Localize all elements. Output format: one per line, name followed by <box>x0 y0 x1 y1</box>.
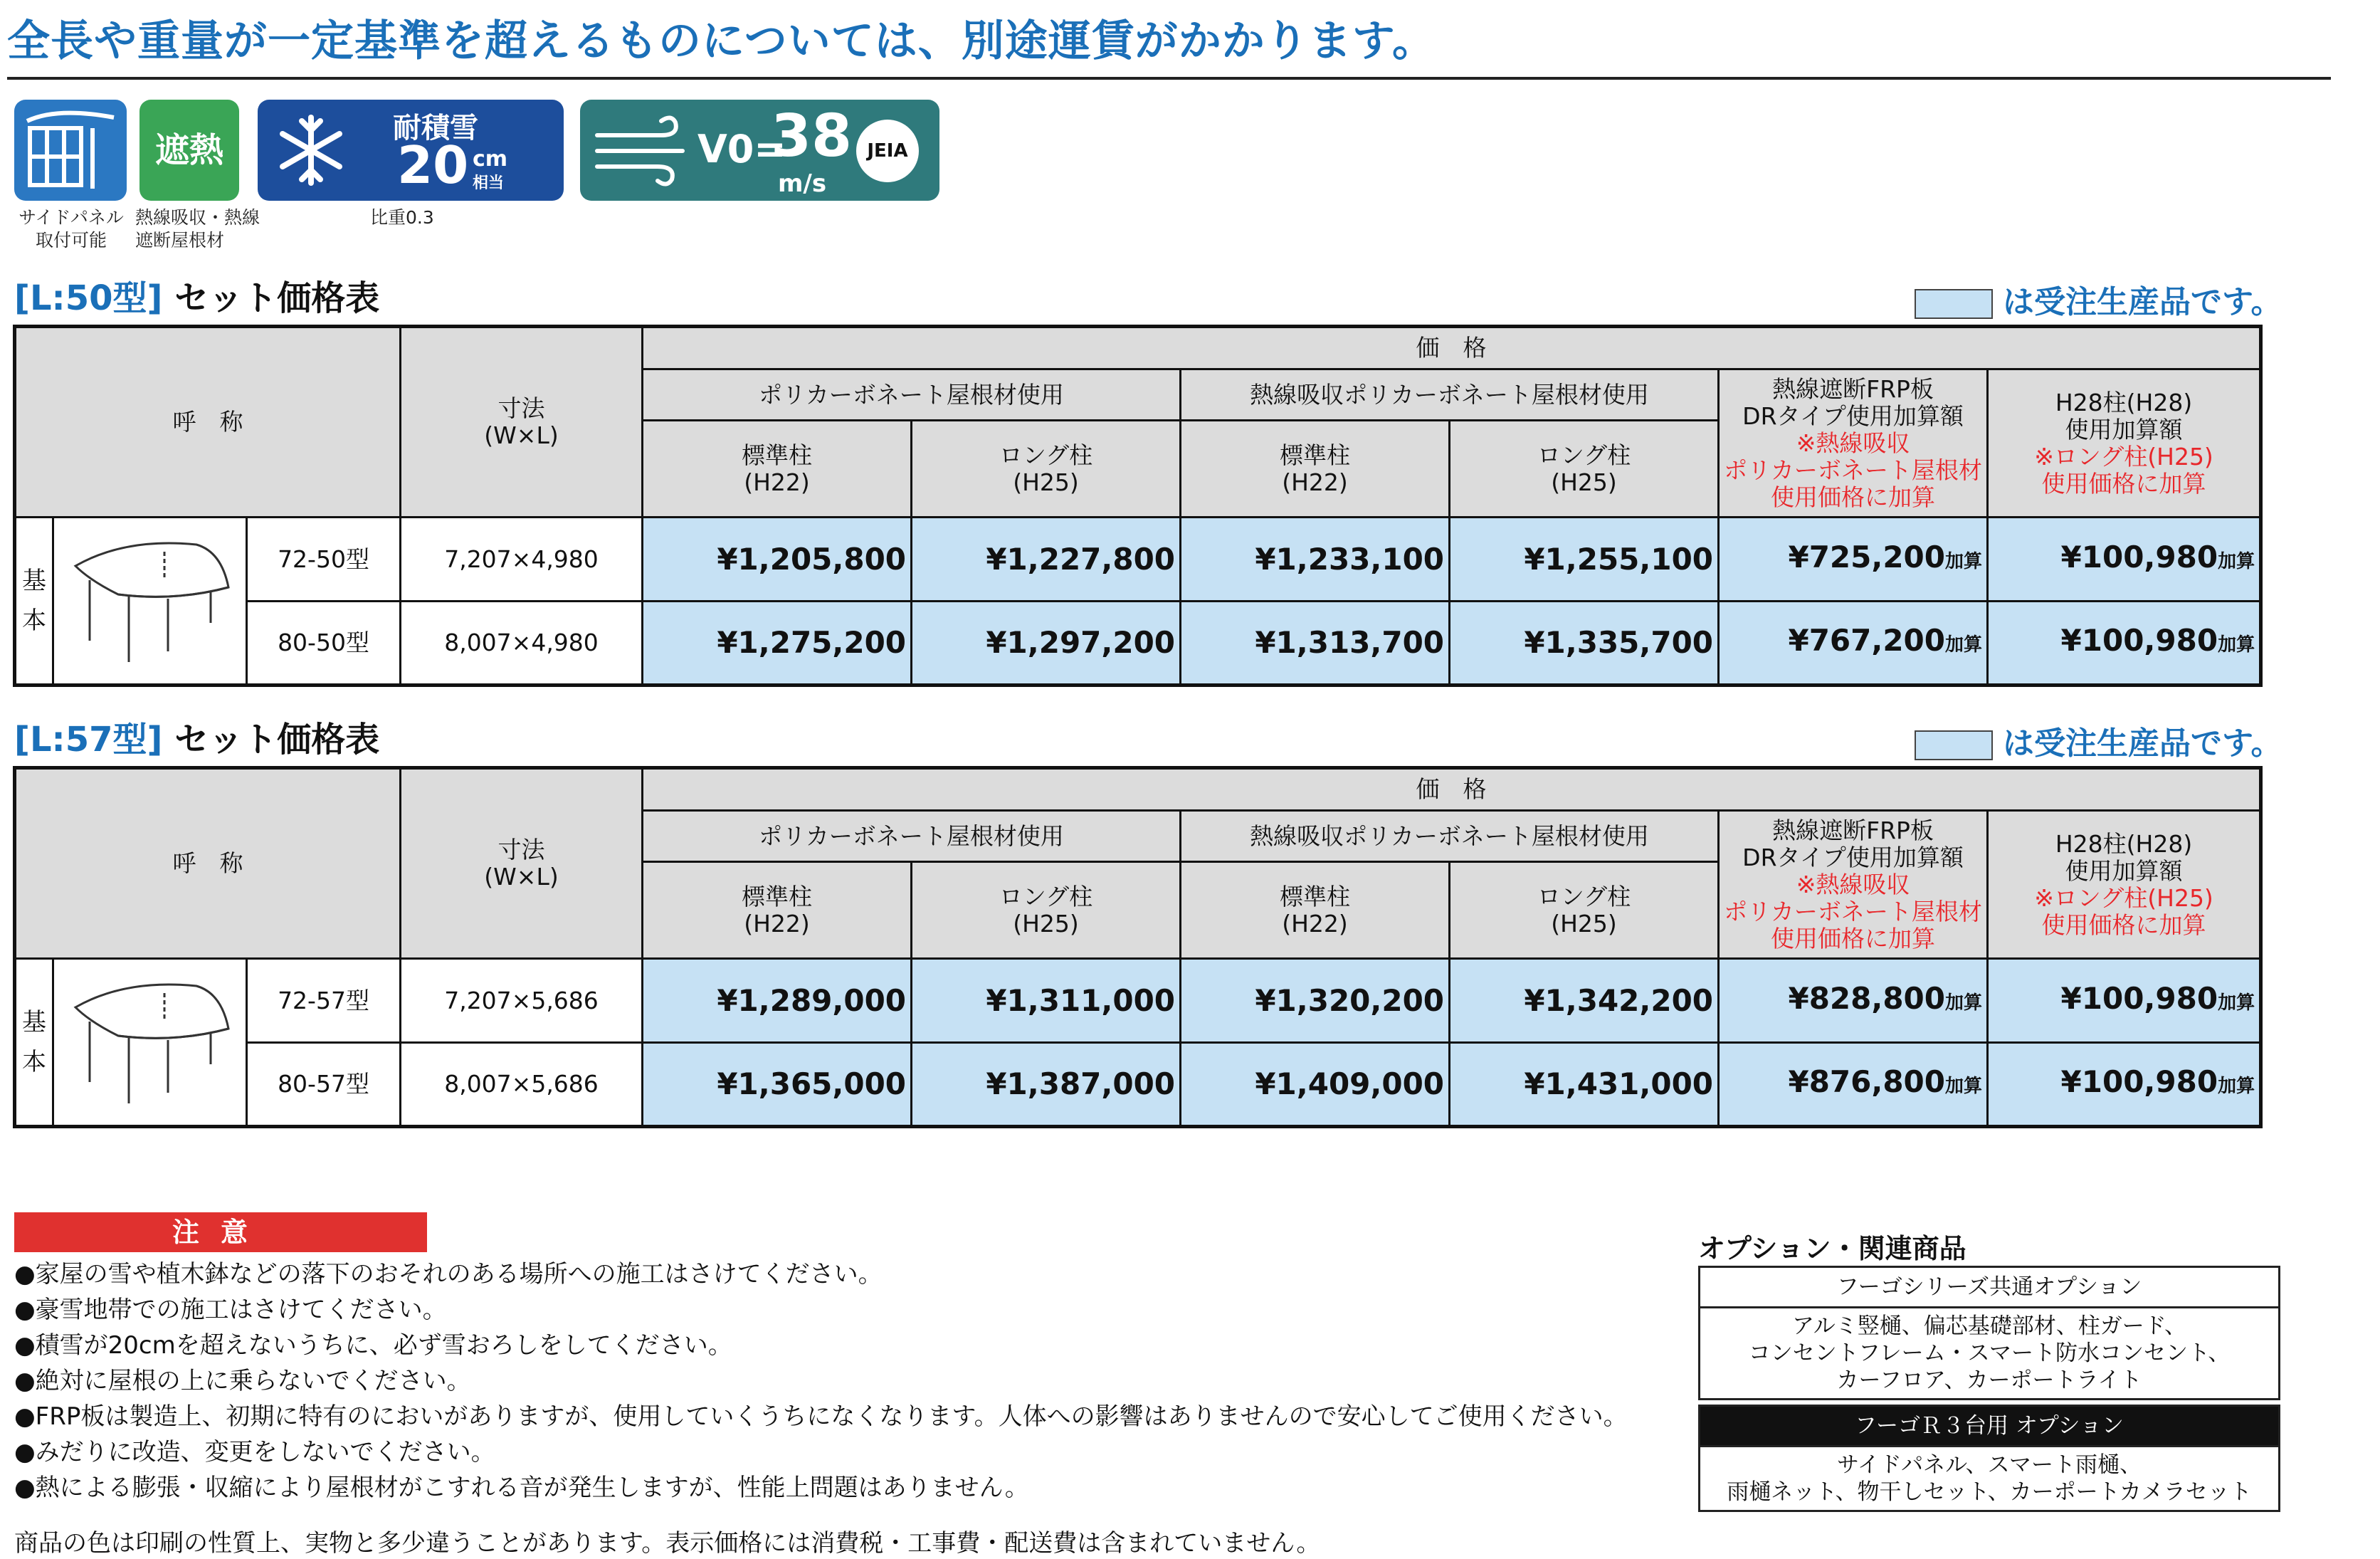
table-1-title <box>14 271 379 320</box>
frp-add-cell: ¥767,200加算 <box>1719 602 1988 686</box>
list-item: ●積雪が20cmを超えないうちに、必ず雪おろしをしてください。 <box>14 1331 732 1360</box>
headline-divider <box>7 77 2331 80</box>
col-frp-header: 熱線遮断FRP板 DRタイプ使用加算額 ※熱線吸収 ポリカーボネート屋根材 使用価格に加算 <box>1719 811 1988 959</box>
model-cell: 80-57型 <box>247 1043 401 1127</box>
price-cell: ¥1,275,200 <box>643 602 912 686</box>
col-price-header: 価 格 <box>643 768 2261 811</box>
caution-list <box>14 1256 1628 1506</box>
table-row <box>15 959 2261 1043</box>
col-h28-header: H28柱(H28) 使用加算額 ※ロング柱(H25) 使用価格に加算 <box>1988 811 2261 959</box>
price-cell: ¥1,387,000 <box>912 1043 1181 1127</box>
table-2-title <box>14 712 379 761</box>
col-frp-header: 熱線遮断FRP板 DRタイプ使用加算額 ※熱線吸収 ポリカーボネート屋根材 使用価格に加算 <box>1719 369 1988 518</box>
col-heat-pc-header: 熱線吸収ポリカーボネート屋根材使用 <box>1181 811 1719 862</box>
wind-icon <box>590 100 697 201</box>
carport-illustration <box>53 518 247 686</box>
model-cell: 80-50型 <box>247 602 401 686</box>
model-cell: 72-50型 <box>247 518 401 602</box>
h28-add-cell: ¥100,980加算 <box>1988 602 2261 686</box>
size-cell: 7,207×4,980 <box>401 518 643 602</box>
price-table-2 <box>13 766 2263 1128</box>
footer-note: 商品の色は印刷の性質上、実物と多少違うことがあります。表示価格には消費税・工事費・配送費は含まれていません。 <box>14 1529 1321 1558</box>
jeia-badge: JEIA <box>856 120 919 182</box>
model-cell: 72-57型 <box>247 959 401 1043</box>
caution-title: 注意 <box>14 1212 427 1252</box>
heat-block-caption <box>135 206 260 252</box>
table-2-title-text: セット価格表 <box>174 720 380 760</box>
frp-add-cell: ¥725,200加算 <box>1719 518 1988 602</box>
heat-block-caption-1: 熱線吸収・熱線 <box>135 207 260 228</box>
table-1-legend <box>1915 276 2282 322</box>
common-options-head: フーゴシリーズ共通オプション <box>1700 1268 2278 1308</box>
price-cell: ¥1,409,000 <box>1181 1043 1450 1127</box>
price-cell: ¥1,297,200 <box>912 602 1181 686</box>
table-row <box>15 518 2261 602</box>
table-2-code: [L:57型] <box>14 720 163 760</box>
col-heat-std-header: 標準柱 (H22) <box>1181 862 1450 959</box>
side-panel-caption-2: 取付可能 <box>35 230 107 251</box>
h28-add-cell: ¥100,980加算 <box>1988 959 2261 1043</box>
col-pc-header: ポリカーボネート屋根材使用 <box>643 811 1181 862</box>
price-cell: ¥1,289,000 <box>643 959 912 1043</box>
wind-label: V0= <box>697 127 786 172</box>
list-item: ●みだりに改造、変更をしないでください。 <box>14 1438 495 1466</box>
legend-text: は受注生産品です。 <box>2003 284 2282 320</box>
list-item: ●家屋の雪や植木鉢などの落下のおそれのある場所への施工はさけてください。 <box>14 1260 883 1288</box>
table-row <box>15 1043 2261 1127</box>
price-cell: ¥1,320,200 <box>1181 959 1450 1043</box>
side-panel-caption <box>10 206 132 252</box>
col-pc-long-header: ロング柱 (H25) <box>912 862 1181 959</box>
price-cell: ¥1,233,100 <box>1181 518 1450 602</box>
price-cell: ¥1,335,700 <box>1450 602 1719 686</box>
side-panel-caption-1: サイドパネル <box>19 207 124 228</box>
h28-add-cell: ¥100,980加算 <box>1988 518 2261 602</box>
legend-swatch <box>1915 730 1993 760</box>
price-cell: ¥1,365,000 <box>643 1043 912 1127</box>
page-headline: 全長や重量が一定基準を超えるものについては、別途運賃がかかります。 <box>7 16 1436 66</box>
r3-options-box <box>1698 1405 2280 1512</box>
table-row <box>15 602 2261 686</box>
list-item: ●熱による膨張・収縮により屋根材がこすれる音が発生しますが、性能上問題はありません。 <box>14 1474 1029 1502</box>
snow-load-value: 20 <box>397 135 469 195</box>
wind-resistance-badge <box>580 100 939 201</box>
table-1-code: [L:50型] <box>14 278 163 318</box>
price-cell: ¥1,342,200 <box>1450 959 1719 1043</box>
r3-options-body: サイドパネル、スマート雨樋、 雨樋ネット、物干しセット、カーポートカメラセット <box>1727 1452 2252 1505</box>
r3-options-head: フーゴＲ３台用 オプション <box>1700 1407 2278 1447</box>
snow-load-unit-sub: 相当 <box>473 174 505 192</box>
size-cell: 8,007×4,980 <box>401 602 643 686</box>
legend-text: は受注生産品です。 <box>2003 725 2282 762</box>
price-cell: ¥1,227,800 <box>912 518 1181 602</box>
col-heat-long-header: ロング柱 (H25) <box>1450 421 1719 518</box>
col-name-header: 呼 称 <box>15 768 401 959</box>
snow-load-unit: cm <box>473 147 508 172</box>
snow-load-badge <box>258 100 564 201</box>
heat-block-caption-2: 遮断屋根材 <box>135 230 225 251</box>
legend-swatch <box>1915 289 1993 319</box>
col-pc-header: ポリカーボネート屋根材使用 <box>643 369 1181 421</box>
frp-add-cell: ¥876,800加算 <box>1719 1043 1988 1127</box>
h28-add-cell: ¥100,980加算 <box>1988 1043 2261 1127</box>
col-h28-header: H28柱(H28) 使用加算額 ※ロング柱(H25) 使用価格に加算 <box>1988 369 2261 518</box>
snow-load-caption: 比重0.3 <box>370 207 434 228</box>
price-table-1 <box>13 325 2263 687</box>
col-pc-long-header: ロング柱 (H25) <box>912 421 1181 518</box>
size-cell: 7,207×5,686 <box>401 959 643 1043</box>
table-2-legend <box>1915 718 2282 763</box>
common-options-body: アルミ竪樋、偏芯基礎部材、柱ガード、 コンセントフレーム・スマート防水コンセント、 カーフロア、カーポートライト <box>1748 1313 2231 1393</box>
kihon-label: 基 本 <box>15 518 53 686</box>
price-cell: ¥1,255,100 <box>1450 518 1719 602</box>
common-options-box <box>1698 1266 2280 1400</box>
heat-block-label: 遮熱 <box>154 130 223 170</box>
side-panel-badge <box>14 100 127 201</box>
col-pc-std-header: 標準柱 (H22) <box>643 421 912 518</box>
table-1-title-text: セット価格表 <box>174 278 380 318</box>
frp-add-cell: ¥828,800加算 <box>1719 959 1988 1043</box>
list-item: ●豪雪地帯での施工はさけてください。 <box>14 1296 447 1324</box>
options-title: オプション・関連商品 <box>1698 1233 1966 1264</box>
wind-unit: m/s <box>778 169 827 198</box>
col-size-header: 寸法 (W×L) <box>401 768 643 959</box>
list-item: ●絶対に屋根の上に乗らないでください。 <box>14 1367 471 1395</box>
col-pc-std-header: 標準柱 (H22) <box>643 862 912 959</box>
list-item: ●FRP板は製造上、初期に特有のにおいがありますが、使用していくうちになくなります。人体への影響はありませんので安心してご使用ください。 <box>14 1402 1628 1431</box>
col-size-header: 寸法 (W×L) <box>401 327 643 518</box>
carport-illustration <box>53 959 247 1127</box>
snow-load-label: 耐積雪 <box>393 112 478 145</box>
kihon-label: 基 本 <box>15 959 53 1127</box>
snowflake-icon <box>265 100 357 201</box>
price-cell: ¥1,311,000 <box>912 959 1181 1043</box>
col-heat-std-header: 標準柱 (H22) <box>1181 421 1450 518</box>
side-panel-icon <box>14 100 127 201</box>
col-heat-pc-header: 熱線吸収ポリカーボネート屋根材使用 <box>1181 369 1719 421</box>
col-name-header: 呼 称 <box>15 327 401 518</box>
col-heat-long-header: ロング柱 (H25) <box>1450 862 1719 959</box>
price-cell: ¥1,431,000 <box>1450 1043 1719 1127</box>
heat-block-badge <box>139 100 239 201</box>
col-price-header: 価 格 <box>643 327 2261 369</box>
price-cell: ¥1,205,800 <box>643 518 912 602</box>
size-cell: 8,007×5,686 <box>401 1043 643 1127</box>
wind-value: 38 <box>771 103 853 170</box>
price-cell: ¥1,313,700 <box>1181 602 1450 686</box>
